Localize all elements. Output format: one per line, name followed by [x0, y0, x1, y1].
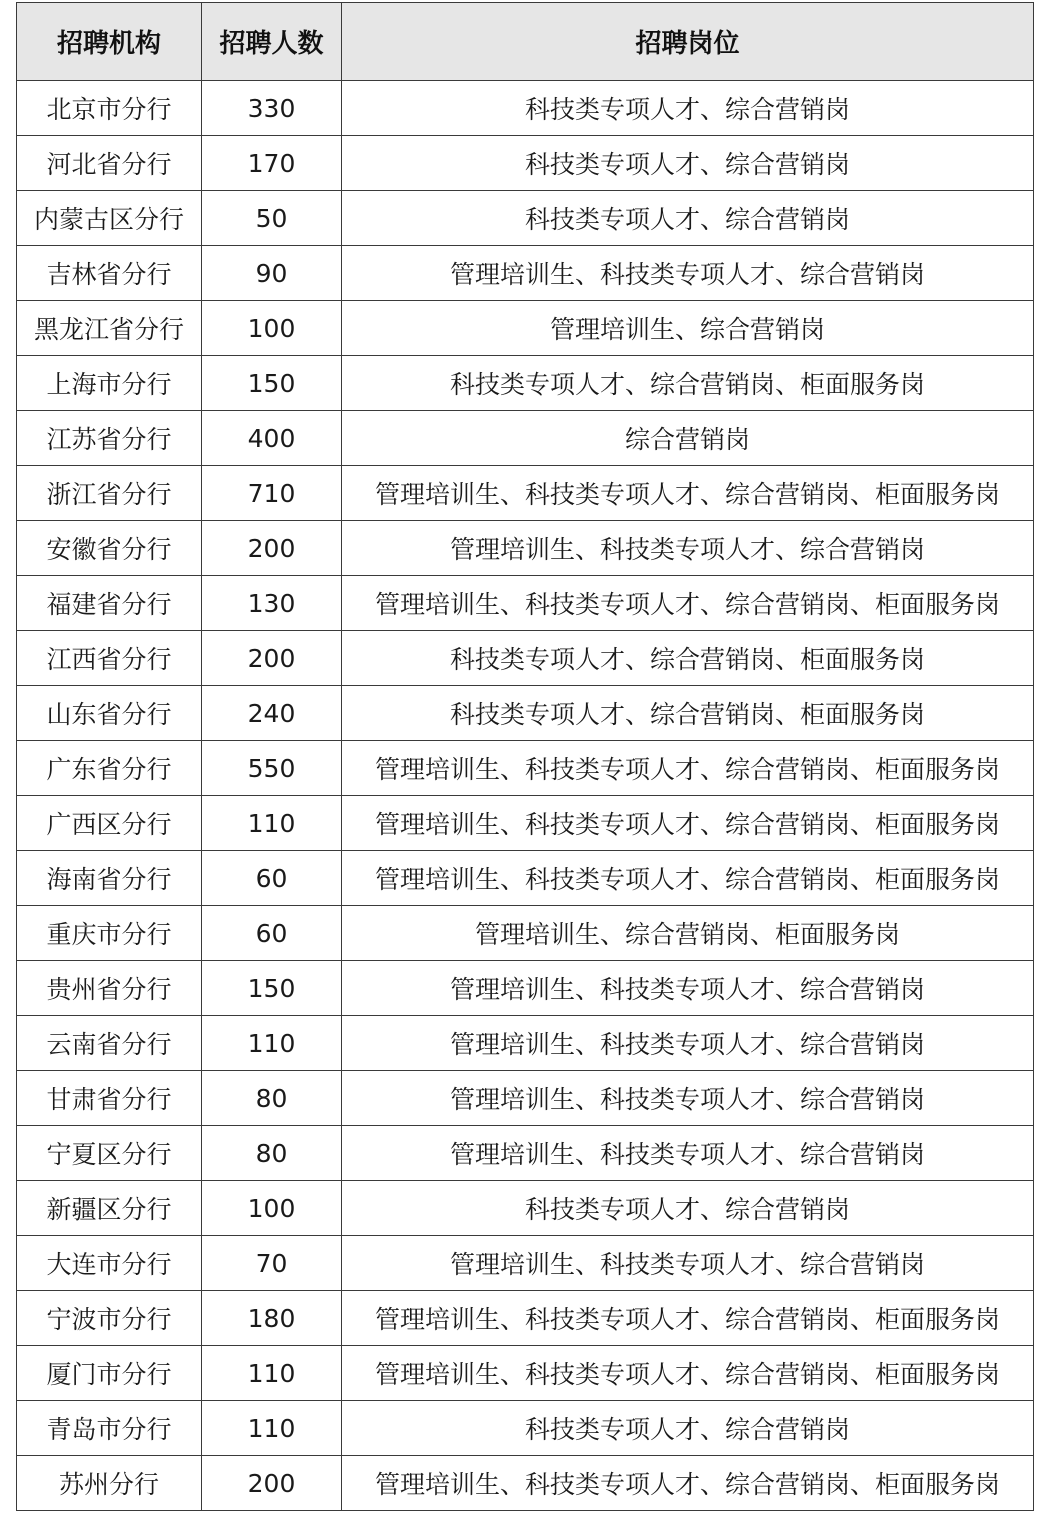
org-cell: 浙江省分行 — [17, 466, 202, 521]
count-cell: 110 — [202, 1016, 342, 1071]
count-cell: 90 — [202, 246, 342, 301]
count-cell: 80 — [202, 1071, 342, 1126]
table-row — [17, 1346, 1034, 1401]
header-org: 招聘机构 — [17, 3, 202, 81]
count-cell: 110 — [202, 1346, 342, 1401]
table-header — [17, 3, 1034, 81]
positions-cell: 管理培训生、科技类专项人才、综合营销岗 — [342, 1071, 1034, 1126]
table-row — [17, 191, 1034, 246]
positions-cell: 管理培训生、科技类专项人才、综合营销岗 — [342, 1126, 1034, 1181]
count-cell: 400 — [202, 411, 342, 466]
table-row — [17, 521, 1034, 576]
org-cell: 广西区分行 — [17, 796, 202, 851]
org-cell: 宁波市分行 — [17, 1291, 202, 1346]
header-count: 招聘人数 — [202, 3, 342, 81]
positions-cell: 管理培训生、科技类专项人才、综合营销岗、柜面服务岗 — [342, 851, 1034, 906]
count-cell: 150 — [202, 961, 342, 1016]
org-cell: 青岛市分行 — [17, 1401, 202, 1456]
positions-cell: 科技类专项人才、综合营销岗 — [342, 136, 1034, 191]
table-row — [17, 686, 1034, 741]
table-row — [17, 1126, 1034, 1181]
count-cell: 200 — [202, 521, 342, 576]
org-cell: 广东省分行 — [17, 741, 202, 796]
positions-cell: 科技类专项人才、综合营销岗 — [342, 1401, 1034, 1456]
count-cell: 200 — [202, 1456, 342, 1511]
org-cell: 江西省分行 — [17, 631, 202, 686]
org-cell: 云南省分行 — [17, 1016, 202, 1071]
positions-cell: 管理培训生、科技类专项人才、综合营销岗、柜面服务岗 — [342, 576, 1034, 631]
positions-cell: 管理培训生、科技类专项人才、综合营销岗、柜面服务岗 — [342, 466, 1034, 521]
table-row — [17, 851, 1034, 906]
table-row — [17, 1071, 1034, 1126]
positions-cell: 管理培训生、科技类专项人才、综合营销岗 — [342, 521, 1034, 576]
table-row — [17, 796, 1034, 851]
count-cell: 180 — [202, 1291, 342, 1346]
table-row — [17, 136, 1034, 191]
count-cell: 50 — [202, 191, 342, 246]
org-cell: 新疆区分行 — [17, 1181, 202, 1236]
positions-cell: 管理培训生、科技类专项人才、综合营销岗、柜面服务岗 — [342, 1346, 1034, 1401]
org-cell: 内蒙古区分行 — [17, 191, 202, 246]
positions-cell: 科技类专项人才、综合营销岗 — [342, 191, 1034, 246]
org-cell: 江苏省分行 — [17, 411, 202, 466]
count-cell: 110 — [202, 796, 342, 851]
count-cell: 330 — [202, 81, 342, 136]
header-positions: 招聘岗位 — [342, 3, 1034, 81]
org-cell: 山东省分行 — [17, 686, 202, 741]
org-cell: 重庆市分行 — [17, 906, 202, 961]
org-cell: 吉林省分行 — [17, 246, 202, 301]
positions-cell: 科技类专项人才、综合营销岗、柜面服务岗 — [342, 631, 1034, 686]
table-row — [17, 1181, 1034, 1236]
count-cell: 70 — [202, 1236, 342, 1291]
org-cell: 甘肃省分行 — [17, 1071, 202, 1126]
positions-cell: 管理培训生、综合营销岗、柜面服务岗 — [342, 906, 1034, 961]
positions-cell: 科技类专项人才、综合营销岗、柜面服务岗 — [342, 686, 1034, 741]
count-cell: 550 — [202, 741, 342, 796]
table-row — [17, 466, 1034, 521]
table-row — [17, 1016, 1034, 1071]
positions-cell: 科技类专项人才、综合营销岗、柜面服务岗 — [342, 356, 1034, 411]
org-cell: 福建省分行 — [17, 576, 202, 631]
positions-cell: 管理培训生、科技类专项人才、综合营销岗、柜面服务岗 — [342, 1456, 1034, 1511]
org-cell: 黑龙江省分行 — [17, 301, 202, 356]
count-cell: 60 — [202, 851, 342, 906]
count-cell: 240 — [202, 686, 342, 741]
count-cell: 60 — [202, 906, 342, 961]
org-cell: 厦门市分行 — [17, 1346, 202, 1401]
count-cell: 110 — [202, 1401, 342, 1456]
table-body — [17, 81, 1034, 1511]
count-cell: 80 — [202, 1126, 342, 1181]
org-cell: 大连市分行 — [17, 1236, 202, 1291]
count-cell: 100 — [202, 1181, 342, 1236]
org-cell: 海南省分行 — [17, 851, 202, 906]
positions-cell: 管理培训生、科技类专项人才、综合营销岗、柜面服务岗 — [342, 741, 1034, 796]
positions-cell: 管理培训生、综合营销岗 — [342, 301, 1034, 356]
positions-cell: 管理培训生、科技类专项人才、综合营销岗 — [342, 961, 1034, 1016]
table-row — [17, 576, 1034, 631]
count-cell: 710 — [202, 466, 342, 521]
table-row — [17, 1401, 1034, 1456]
table-row — [17, 631, 1034, 686]
table-row — [17, 301, 1034, 356]
table-row — [17, 1291, 1034, 1346]
org-cell: 安徽省分行 — [17, 521, 202, 576]
org-cell: 北京市分行 — [17, 81, 202, 136]
positions-cell: 管理培训生、科技类专项人才、综合营销岗、柜面服务岗 — [342, 1291, 1034, 1346]
header-row — [17, 3, 1034, 81]
org-cell: 河北省分行 — [17, 136, 202, 191]
positions-cell: 管理培训生、科技类专项人才、综合营销岗 — [342, 1016, 1034, 1071]
table-row — [17, 741, 1034, 796]
org-cell: 贵州省分行 — [17, 961, 202, 1016]
table-row — [17, 356, 1034, 411]
table-row — [17, 961, 1034, 1016]
positions-cell: 科技类专项人才、综合营销岗 — [342, 81, 1034, 136]
table-row — [17, 1236, 1034, 1291]
positions-cell: 管理培训生、科技类专项人才、综合营销岗、柜面服务岗 — [342, 796, 1034, 851]
count-cell: 170 — [202, 136, 342, 191]
org-cell: 宁夏区分行 — [17, 1126, 202, 1181]
count-cell: 100 — [202, 301, 342, 356]
table-row — [17, 1456, 1034, 1511]
table-row — [17, 906, 1034, 961]
positions-cell: 管理培训生、科技类专项人才、综合营销岗 — [342, 246, 1034, 301]
table-row — [17, 81, 1034, 136]
table-row — [17, 246, 1034, 301]
recruitment-table — [16, 2, 1034, 1511]
table-row — [17, 411, 1034, 466]
count-cell: 200 — [202, 631, 342, 686]
positions-cell: 科技类专项人才、综合营销岗 — [342, 1181, 1034, 1236]
positions-cell: 管理培训生、科技类专项人才、综合营销岗 — [342, 1236, 1034, 1291]
positions-cell: 综合营销岗 — [342, 411, 1034, 466]
org-cell: 苏州分行 — [17, 1456, 202, 1511]
org-cell: 上海市分行 — [17, 356, 202, 411]
count-cell: 130 — [202, 576, 342, 631]
count-cell: 150 — [202, 356, 342, 411]
